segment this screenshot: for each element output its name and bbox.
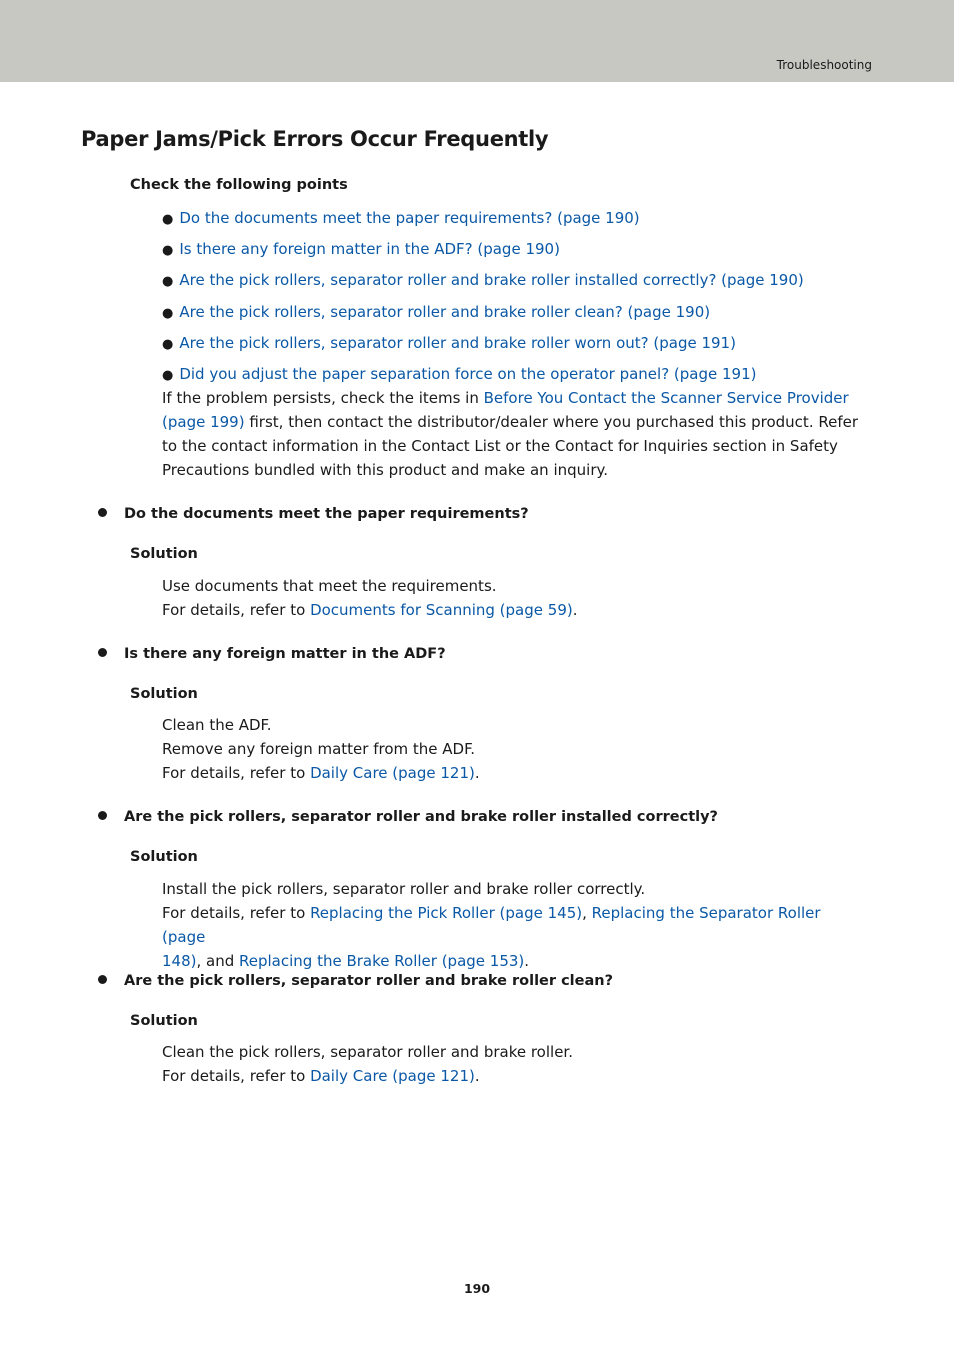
check-link-paper-requirements[interactable]: Do the documents meet the paper requirements? (page 190) bbox=[179, 209, 640, 227]
solution-label: Solution bbox=[130, 1013, 198, 1029]
check-link-rollers-worn[interactable]: Are the pick rollers, separator roller and brake roller worn out? (page 191) bbox=[179, 334, 736, 352]
page-number: 190 bbox=[463, 1281, 491, 1296]
question-text: Do the documents meet the paper requirements? bbox=[124, 506, 529, 522]
solution-text bbox=[162, 713, 862, 785]
question-heading bbox=[98, 506, 529, 522]
contact-provider-page-link[interactable]: (page 199) bbox=[162, 413, 245, 431]
bullet-icon bbox=[98, 648, 107, 657]
check-item bbox=[162, 240, 560, 258]
replacing-pick-roller-link[interactable]: Replacing the Pick Roller (page 145) bbox=[310, 904, 583, 922]
period: . bbox=[474, 764, 480, 782]
documents-for-scanning-link[interactable]: Documents for Scanning (page 59) bbox=[310, 601, 573, 619]
question-heading bbox=[98, 809, 718, 825]
persist-text-rest: first, then contact the distributor/dealer where you purchased this product. Refer to the contact information in the Contact List or the Contact for Inquiries section in Safety Precautions bundled with this product and make an inquiry. bbox=[162, 413, 859, 479]
solution-text bbox=[162, 877, 862, 973]
question-heading bbox=[98, 973, 613, 989]
bullet-icon: ● bbox=[162, 243, 174, 258]
bullet-icon bbox=[98, 975, 107, 984]
daily-care-link[interactable]: Daily Care (page 121) bbox=[310, 764, 475, 782]
solution-label: Solution bbox=[130, 849, 198, 865]
period: . bbox=[572, 601, 578, 619]
persist-text: If the problem persists, check the items in bbox=[162, 389, 484, 407]
solution-line: Use documents that meet the requirements. bbox=[162, 577, 497, 595]
bullet-icon: ● bbox=[162, 212, 174, 227]
check-link-rollers-clean[interactable]: Are the pick rollers, separator roller and brake roller clean? (page 190) bbox=[179, 303, 711, 321]
solution-label: Solution bbox=[130, 546, 198, 562]
check-link-separation-force[interactable]: Did you adjust the paper separation force on the operator panel? (page 191) bbox=[179, 365, 757, 383]
replacing-separator-roller-page-link[interactable]: 148) bbox=[162, 952, 197, 970]
bullet-icon: ● bbox=[162, 337, 174, 352]
page-title: Paper Jams/Pick Errors Occur Frequently bbox=[81, 127, 549, 151]
check-link-foreign-matter[interactable]: Is there any foreign matter in the ADF? (page 190) bbox=[179, 240, 560, 258]
period: . bbox=[524, 952, 530, 970]
daily-care-link[interactable]: Daily Care (page 121) bbox=[310, 1067, 475, 1085]
solution-text bbox=[162, 1040, 862, 1088]
check-link-installed-correctly[interactable]: Are the pick rollers, separator roller and brake roller installed correctly? (page 190) bbox=[179, 271, 804, 289]
period: . bbox=[474, 1067, 480, 1085]
solution-label: Solution bbox=[130, 686, 198, 702]
bullet-icon: ● bbox=[162, 368, 174, 383]
question-text: Are the pick rollers, separator roller and brake roller installed correctly? bbox=[124, 809, 718, 825]
check-item bbox=[162, 303, 710, 321]
bullet-icon bbox=[98, 508, 107, 517]
refer-text: For details, refer to bbox=[162, 904, 311, 922]
check-heading: Check the following points bbox=[130, 177, 348, 193]
solution-text bbox=[162, 574, 862, 622]
question-heading bbox=[98, 646, 446, 662]
contact-provider-link[interactable]: Before You Contact the Scanner Service Provider bbox=[483, 389, 849, 407]
question-text: Are the pick rollers, separator roller and brake roller clean? bbox=[124, 973, 613, 989]
question-text: Is there any foreign matter in the ADF? bbox=[124, 646, 446, 662]
solution-line: Clean the ADF. bbox=[162, 716, 272, 734]
persist-paragraph bbox=[162, 386, 862, 482]
bullet-icon bbox=[98, 811, 107, 820]
replacing-brake-roller-link[interactable]: Replacing the Brake Roller (page 153) bbox=[239, 952, 525, 970]
section-label: Troubleshooting bbox=[776, 58, 872, 72]
replacing-separator-roller-link[interactable]: Replacing the Separator Roller (page bbox=[162, 904, 821, 946]
refer-text: For details, refer to bbox=[162, 1067, 311, 1085]
separator: , and bbox=[196, 952, 240, 970]
check-item bbox=[162, 365, 757, 383]
separator: , bbox=[582, 904, 592, 922]
refer-text: For details, refer to bbox=[162, 601, 311, 619]
solution-line: Clean the pick rollers, separator roller and brake roller. bbox=[162, 1043, 573, 1061]
solution-line: Remove any foreign matter from the ADF. bbox=[162, 740, 476, 758]
bullet-icon: ● bbox=[162, 274, 174, 289]
solution-line: Install the pick rollers, separator roller and brake roller correctly. bbox=[162, 880, 646, 898]
check-item bbox=[162, 209, 640, 227]
refer-text: For details, refer to bbox=[162, 764, 311, 782]
check-item bbox=[162, 271, 804, 289]
check-item bbox=[162, 334, 736, 352]
header-band bbox=[0, 0, 954, 82]
bullet-icon: ● bbox=[162, 306, 174, 321]
